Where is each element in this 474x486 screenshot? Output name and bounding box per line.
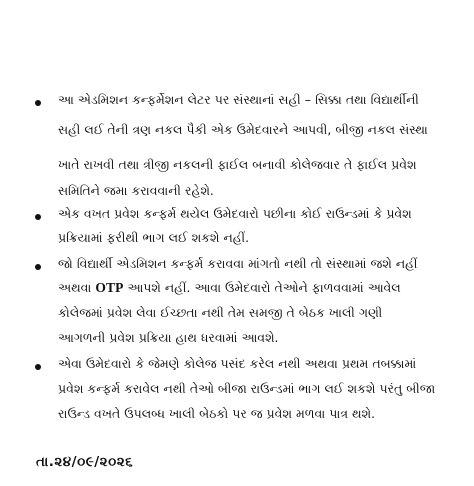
list-item-line: સમિતિને જમા કરાવવાની રહેશે. [58,184,214,198]
list-item-line: જો વિદ્યાર્થી એડમિશન કન્ફર્મ કરાવવા માંગતો નથી તો સંસ્થામાં જશે નહીં [58,257,418,271]
list-item-line: પ્રક્રિયામાં ફરીથી ભાગ લઈ શકશે નહીં. [58,231,250,245]
list-item-line: ખાતે રાખવી તથા ત્રીજી નકલની ફાઈલ બનાવી કોલેજવાર તે ફાઈલ પ્રવેશ [58,158,417,172]
list-item-line: એવા ઉમેદવારો કે જેમણે કોલેજ પસંદ કરેલ નથી અથવા પ્રથમ તબક્કામાં [58,357,417,371]
list-item-line: એક વખત પ્રવેશ કન્ફર્મ થયેલ ઉમેદવારો પછીના કોઈ રાઉન્ડમાં કે પ્રવેશ [58,207,412,221]
bullet-icon [35,214,41,220]
list-item-line: પ્રવેશ કન્ફર્મ કરાવેલ નથી તેઓ બીજા રાઉન્ડમાં ભાગ લઈ શકશે પરંતુ બીજા [58,382,436,396]
list-item-line [58,279,401,297]
bullet-icon [35,364,41,370]
list-item-line: રાઉન્ડ વખતે ઉપલબ્ધ ખાલી બેઠકો પર જ પ્રવેશ મળવા પાત્ર થશે. [58,407,376,421]
list-item-line: કોલેજમાં પ્રવેશ લેવા ઈચ્છતા નથી તેમ સમજી તે બેઠક ખાલી ગણી [58,306,383,320]
list-item-text: અથવા [58,281,92,295]
list-item-text: આપશે નહીં. આવા ઉમેદવારો તેઓને ફાળવવામાં આવેલ [127,281,401,295]
document-date: તા.૨૪/૦૯/૨૦૨૬ [36,454,134,470]
bullet-icon [35,264,41,270]
bullet-icon [35,100,41,106]
list-item-line: આ એડમિશન કન્ફર્મેશન લેટર પર સંસ્થાનાં સહી – સિક્કા તથા વિદ્યાર્થીની [58,93,419,107]
otp-term: OTP [95,280,124,295]
list-item-line: આગળની પ્રવેશ પ્રક્રિયા હાથ ધરવામાં આવશે. [58,331,279,345]
list-item-line: સહી લઈ તેની ત્રણ નકલ પૈકી એક ઉમેદવારને આપવી, બીજી નકલ સંસ્થા [58,123,428,137]
